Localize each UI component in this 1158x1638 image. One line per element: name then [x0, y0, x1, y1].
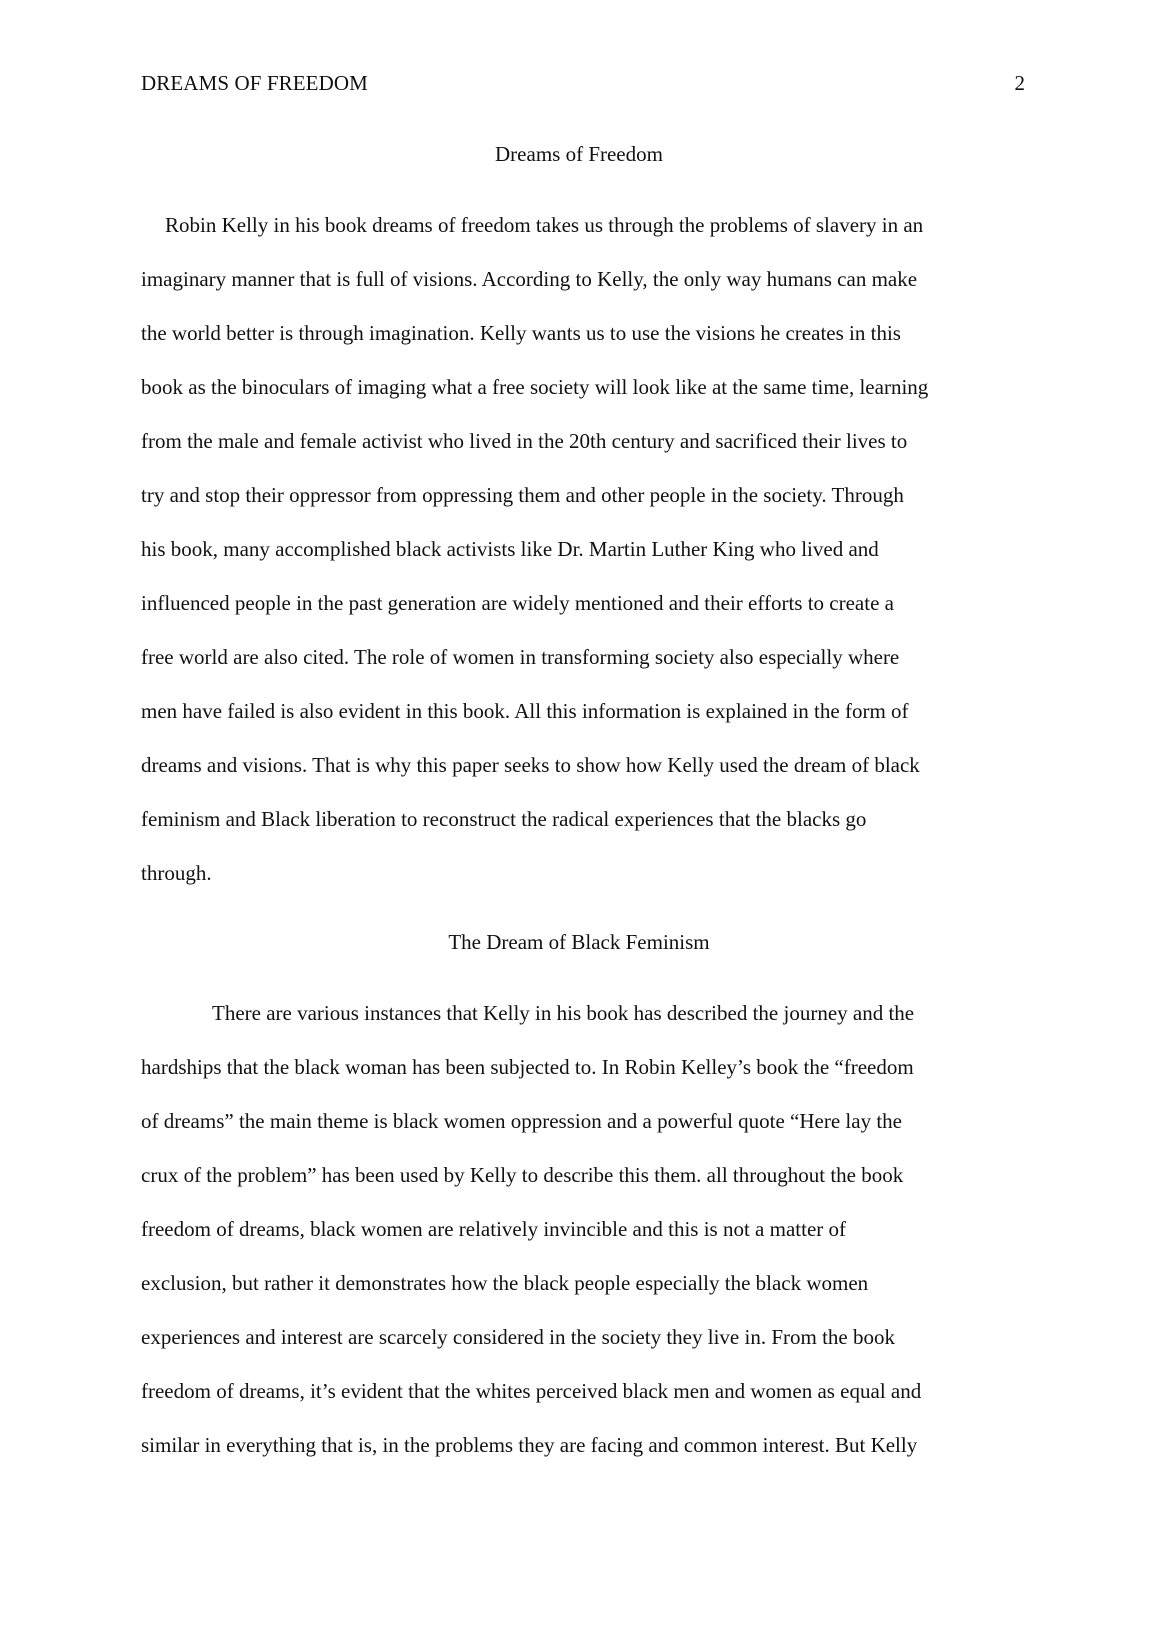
- text-line: through.: [141, 861, 212, 885]
- text-line: freedom of dreams, it’s evident that the whites perceived black men and women as equal and: [141, 1379, 922, 1403]
- text-line: book as the binoculars of imaging what a free society will look like at the same time, learning: [141, 375, 929, 399]
- text-line: similar in everything that is, in the problems they are facing and common interest. But Kelly: [141, 1433, 918, 1457]
- text-line: dreams and visions. That is why this paper seeks to show how Kelly used the dream of black: [141, 753, 920, 777]
- text-line: hardships that the black woman has been subjected to. In Robin Kelley’s book the “freedom: [141, 1055, 914, 1079]
- paragraph-intro: [141, 198, 1041, 900]
- text-line: Robin Kelly in his book dreams of freedom takes us through the problems of slavery in an: [165, 213, 924, 237]
- paper-title: Dreams of Freedom: [495, 142, 663, 166]
- text-line: experiences and interest are scarcely considered in the society they live in. From the book: [141, 1325, 895, 1349]
- text-line: exclusion, but rather it demonstrates how the black people especially the black women: [141, 1271, 869, 1295]
- text-line: There are various instances that Kelly in his book has described the journey and the: [212, 1001, 915, 1025]
- section-heading: The Dream of Black Feminism: [448, 930, 710, 954]
- text-line: the world better is through imagination. Kelly wants us to use the visions he creates in this: [141, 321, 901, 345]
- text-line: his book, many accomplished black activists like Dr. Martin Luther King who lived and: [141, 537, 879, 561]
- text-line: men have failed is also evident in this book. All this information is explained in the form of: [141, 699, 909, 723]
- text-line: freedom of dreams, black women are relatively invincible and this is not a matter of: [141, 1217, 847, 1241]
- text-line: free world are also cited. The role of women in transforming society also especially where: [141, 645, 900, 669]
- paragraph-black-feminism: [141, 986, 1041, 1472]
- text-line: crux of the problem” has been used by Kelly to describe this them. all throughout the book: [141, 1163, 904, 1187]
- page-number: 2: [1014, 71, 1025, 95]
- text-line: influenced people in the past generation are widely mentioned and their efforts to create a: [141, 591, 894, 615]
- text-line: of dreams” the main theme is black women oppression and a powerful quote “Here lay the: [141, 1109, 902, 1133]
- text-line: try and stop their oppressor from oppressing them and other people in the society. Through: [141, 483, 904, 507]
- text-line: imaginary manner that is full of visions. According to Kelly, the only way humans can make: [141, 267, 918, 291]
- running-head: DREAMS OF FREEDOM: [141, 71, 368, 95]
- text-line: from the male and female activist who lived in the 20th century and sacrificed their lives to: [141, 429, 908, 453]
- text-line: feminism and Black liberation to reconstruct the radical experiences that the blacks go: [141, 807, 867, 831]
